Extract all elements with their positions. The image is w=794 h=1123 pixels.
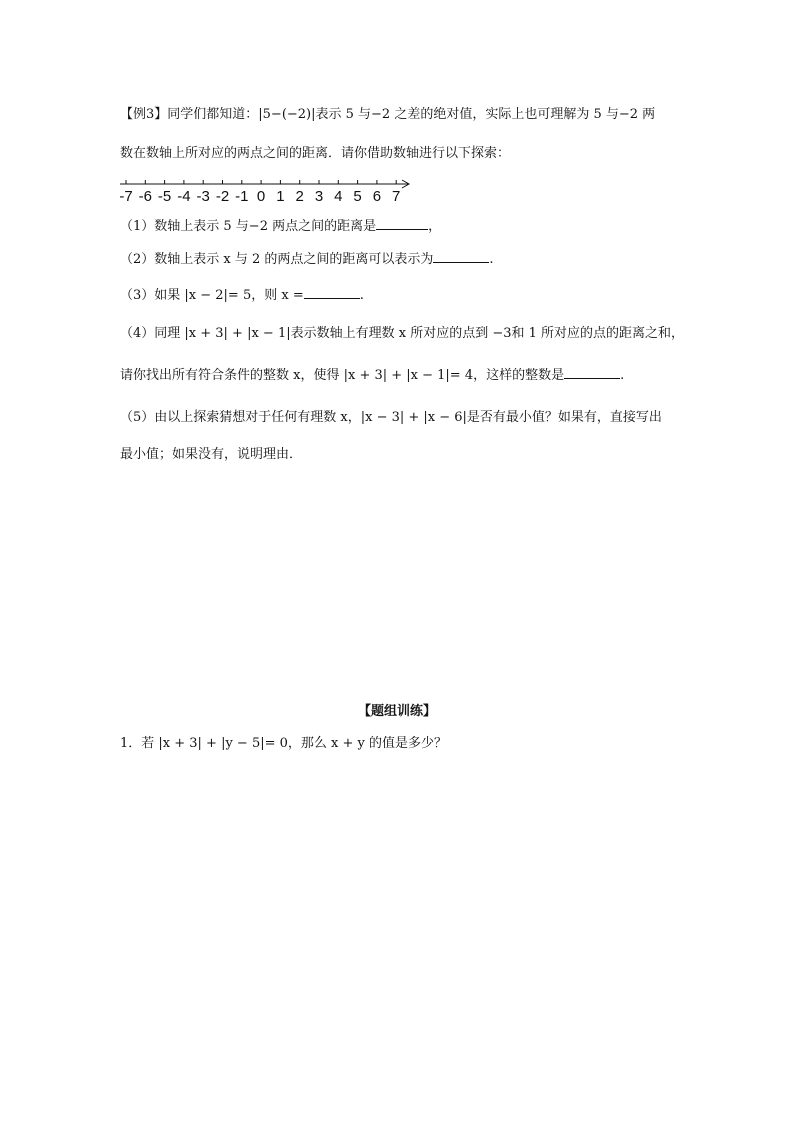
number-line-label: 2 xyxy=(295,188,304,205)
number-line-label: -2 xyxy=(215,188,230,205)
question-2 xyxy=(120,250,494,269)
exercise-1: 1．若 |x + 3| + |y − 5|= 0，那么 x + y 的值是多少？ xyxy=(120,736,448,751)
answer-blank-1 xyxy=(376,217,428,230)
section-title: 【题组训练】 xyxy=(357,704,436,719)
question-3 xyxy=(120,286,364,305)
example-line-1: 【例3】同学们都知道：|5−(−2)|表示 5 与−2 之差的绝对值，实际上也可理解为 5 与−2 两 xyxy=(120,107,656,122)
question-4-line-2 xyxy=(120,366,624,385)
question-5-line-2: 最小值；如果没有，说明理由． xyxy=(120,447,303,462)
question-3-text: （3）如果 |x − 2|= 5，则 x = xyxy=(120,288,304,303)
number-line-label: 7 xyxy=(392,188,401,205)
number-line-label: 6 xyxy=(372,188,382,205)
question-4-line-1: （4）同理 |x + 3| + |x − 1|表示数轴上有理数 x 所对应的点到 −3和 1 所对应的点的距离之和， xyxy=(120,326,685,341)
number-line-label: -3 xyxy=(196,188,210,205)
answer-blank-4 xyxy=(564,366,620,379)
number-line-label: 5 xyxy=(353,188,362,205)
number-line-label: -7 xyxy=(119,188,133,205)
question-1-suffix: ， xyxy=(428,219,442,234)
number-line xyxy=(0,0,794,220)
question-4-text: 请你找出所有符合条件的整数 x，使得 |x + 3| + |x − 1|= 4，这样的整数是 xyxy=(120,368,565,383)
example-line-2: 数在数轴上所对应的两点之间的距离．请你借助数轴进行以下探索： xyxy=(120,146,511,161)
number-line-label: 0 xyxy=(256,188,266,205)
question-1 xyxy=(120,217,441,236)
number-line-label: -1 xyxy=(235,188,249,205)
number-line-label: -6 xyxy=(138,188,152,205)
number-line-label: -5 xyxy=(157,188,172,205)
number-line-label: -4 xyxy=(177,188,191,205)
number-line-label: 1 xyxy=(276,188,285,205)
question-1-text: （1）数轴上表示 5 与−2 两点之间的距离是 xyxy=(120,219,377,234)
question-2-suffix: . xyxy=(489,252,494,267)
answer-blank-3 xyxy=(304,286,360,299)
question-5-line-1: （5）由以上探索猜想对于任何有理数 x，|x − 3| + |x − 6|是否有最小值？如果有，直接写出 xyxy=(120,410,662,425)
question-4-suffix: . xyxy=(620,368,625,383)
answer-blank-2 xyxy=(433,250,489,263)
question-3-suffix: . xyxy=(359,288,364,303)
question-2-text: （2）数轴上表示 x 与 2 的两点之间的距离可以表示为 xyxy=(120,252,434,267)
number-line-label: 4 xyxy=(334,188,343,205)
number-line-label: 3 xyxy=(314,188,324,205)
